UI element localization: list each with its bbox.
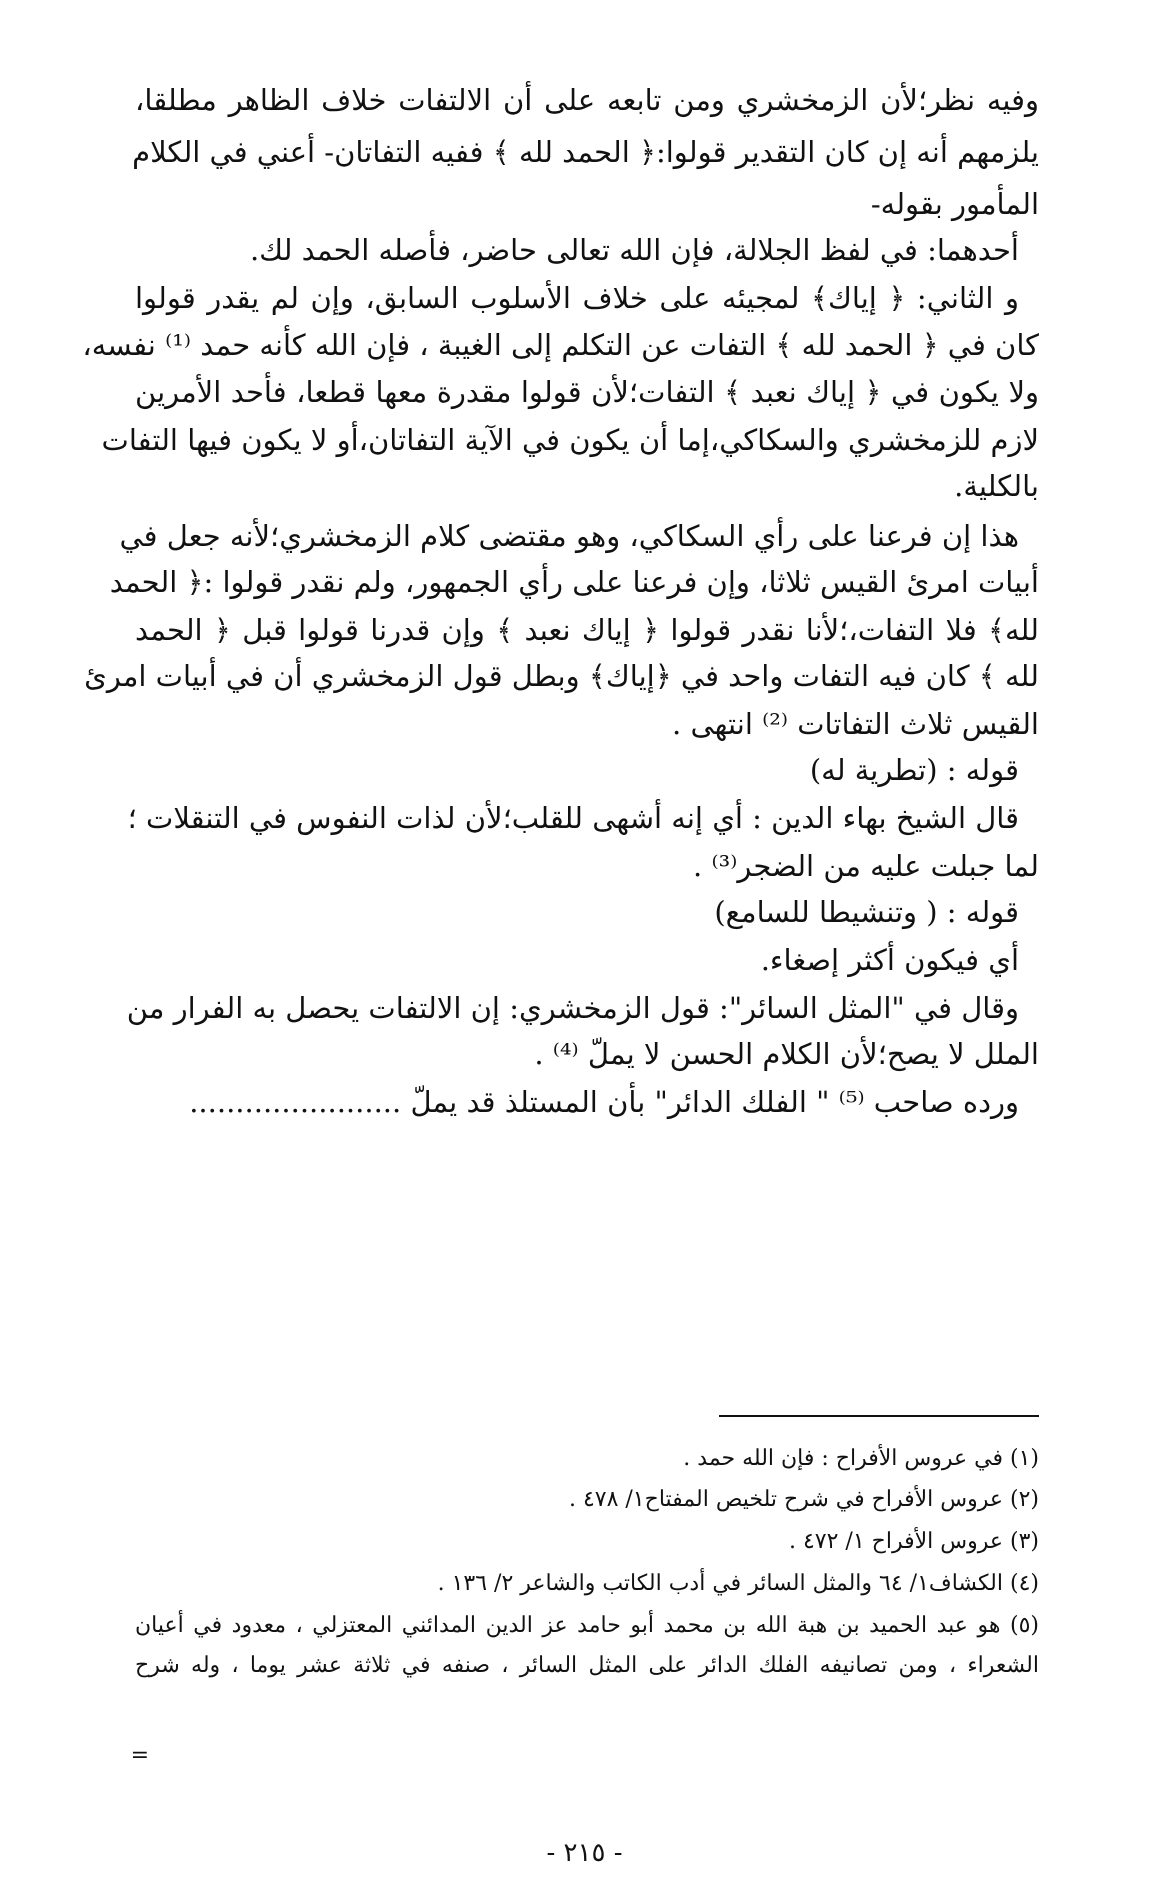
body-line: هذا إن فرعنا على رأي السكاكي، وهو مقتضى كلام الزمخشري؛لأنه جعل في [119,519,1019,553]
body-line: كان في ﴿ الحمد لله ﴾ التفات عن التكلم إلى الغيبة ، فإن الله كأنه حمد ⁽¹⁾ نفسه، [82,328,1039,362]
body-line: لما جبلت عليه من الضجر⁽³⁾ . [693,849,1039,883]
body-line: لله ﴾ كان فيه التفات واحد في ﴿إياك﴾ وبطل قول الزمخشري أن في أبيات امرئ [84,659,1039,693]
footnote: (١) في عروس الأفراح : فإن الله حمد . [683,1446,1039,1471]
body-line: و الثاني: ﴿ إياك﴾ لمجيئه على خلاف الأسلوب السابق، وإن لم يقدر قولوا [135,281,1019,315]
footnote: (٤) الكشاف١/ ٦٤ والمثل السائر في أدب الكاتب والشاعر ٢/ ١٣٦ . [437,1571,1039,1596]
body-line: يلزمهم أنه إن كان التقدير قولوا:﴿ الحمد لله ﴾ ففيه التفاتان- أعني في الكلام [132,135,1039,169]
body-line: لله﴾ فلا التفات،؛لأنا نقدر قولوا ﴿ إياك نعبد ﴾ وإن قدرنا قولوا قبل ﴿ الحمد [135,613,1039,647]
body-line: بالكلية. [954,469,1039,503]
footnote-continuation: الشعراء ، ومن تصانيفه الفلك الدائر على المثل السائر ، صنفه في ثلاثة عشر يوما ، وله شرح [135,1653,1039,1678]
page-number: - ٢١٥ - [546,1838,623,1868]
body-line: أي فيكون أكثر إصغاء. [760,943,1019,977]
footnote: (٢) عروس الأفراح في شرح تلخيص المفتاح١/ ٤٧٨ . [568,1487,1039,1512]
footnote-separator [719,1415,1039,1417]
body-line: قال الشيخ بهاء الدين : أي إنه أشهى للقلب؛لأن لذات النفوس في التنقلات ؛ [127,801,1019,835]
footnote: (٣) عروس الأفراح ١/ ٤٧٢ . [788,1529,1039,1554]
body-line: المأمور بقوله- [870,187,1039,221]
body-line: أبيات امرئ القيس ثلاثا، وإن فرعنا على رأي الجمهور، ولم نقدر قولوا :﴿ الحمد [109,565,1039,599]
body-line: ولا يكون في ﴿ إياك نعبد ﴾ التفات؛لأن قولوا مقدرة معها قطعا، فأحد الأمرين [135,375,1039,409]
body-line: ورده صاحب ⁽⁵⁾ " الفلك الدائر" بأن المستلذ قد يملّ ....................... [189,1085,1019,1119]
body-line: الملل لا يصح؛لأن الكلام الحسن لا يملّ ⁽⁴⁾ . [534,1037,1039,1071]
body-line: وفيه نظر؛لأن الزمخشري ومن تابعه على أن الالتفات خلاف الظاهر مطلقا، [135,83,1039,117]
body-line: أحدهما: في لفظ الجلالة، فإن الله تعالى حاضر، فأصله الحمد لك. [249,233,1019,267]
footnote: (٥) هو عبد الحميد بن هبة الله بن محمد أبو حامد عز الدين المدائني المعتزلي ، معدود في أعيان [135,1613,1039,1638]
body-line: لازم للزمخشري والسكاكي،إما أن يكون في الآية التفاتان،أو لا يكون فيها التفات [101,423,1039,457]
body-line: وقال في "المثل السائر": قول الزمخشري: إن الالتفات يحصل به الفرار من [126,991,1019,1025]
body-line: قوله : (تطرية له) [809,753,1019,787]
body-line: القيس ثلاث التفاتات ⁽²⁾ انتهى . [672,707,1039,741]
continuation-mark: = [130,1743,149,1768]
body-line: قوله : ( وتنشيطا للسامع) [714,895,1019,929]
